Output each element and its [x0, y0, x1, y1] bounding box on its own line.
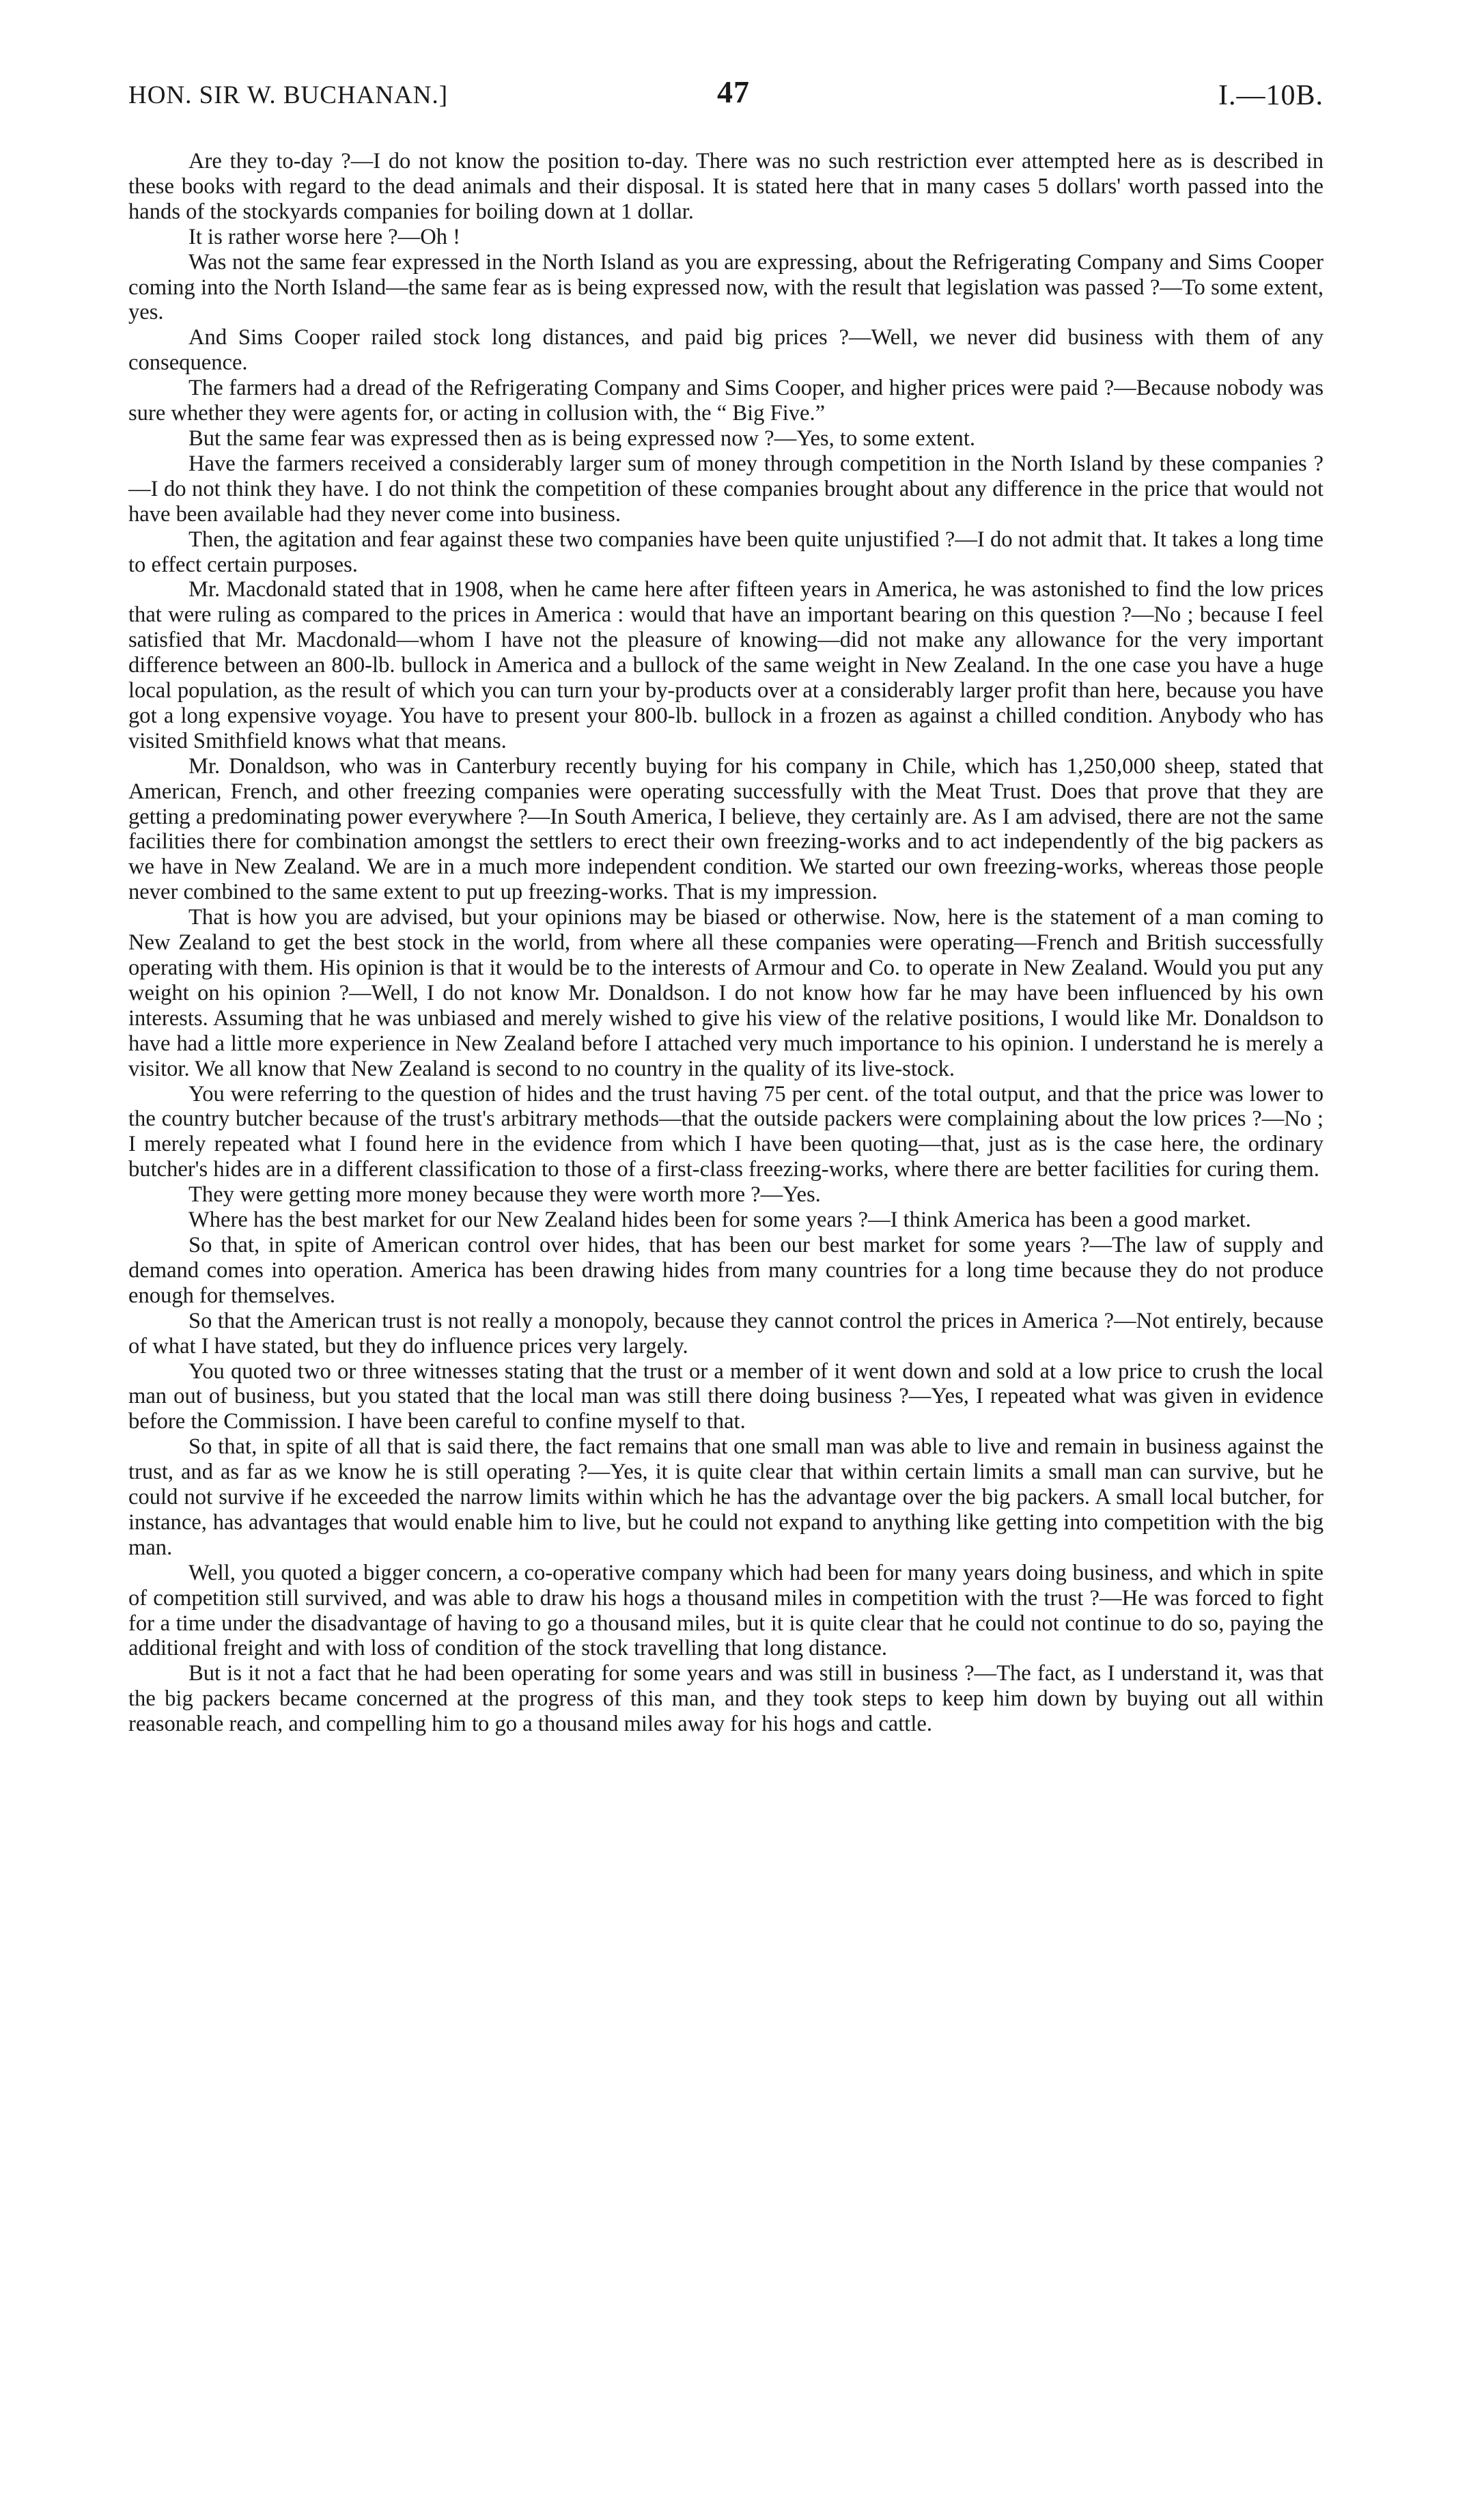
paragraph: Mr. Macdonald stated that in 1908, when he came here after fifteen years in America, he was astonished to find the low prices that were ruling as compared to the prices in America : would that have an important bearing on this question ?—No ; because I feel satisfied that Mr. Macdonald—whom I have not the pleasure of knowing—did not make any allowance for the very important difference between an 800-lb. bullock in America and a bullock of the same weight in New Zealand. In the one case you have a huge local population, as the result of which you can turn your by-products over at a considerably larger profit than here, because you have got a long expensive voyage. You have to present your 800-lb. bullock in a frozen as against a chilled condition. Anybody who has visited Smithfield knows what that means. [128, 577, 1324, 753]
paragraph: But is it not a fact that he had been operating for some years and was still in business ?—The fact, as I understand it, was that the big packers became concerned at the progress of this man, and they took steps to keep him down by buying out all within reasonable reach, and compelling him to go a thousand miles away for his hogs and cattle. [128, 1661, 1324, 1737]
document-body [128, 149, 1324, 1737]
paragraph: The farmers had a dread of the Refrigerating Company and Sims Cooper, and higher prices were paid ?—Because nobody was sure whether they were agents for, or acting in collusion with, the “ Big Five.” [128, 376, 1324, 426]
paragraph: So that, in spite of American control over hides, that has been our best market for some years ?—The law of supply and demand comes into operation. America has been drawing hides from many countries for a long time because they do not produce enough for themselves. [128, 1232, 1324, 1308]
document-page [128, 74, 1324, 1737]
page-number: 47 [717, 74, 750, 109]
paragraph: You were referring to the question of hides and the trust having 75 per cent. of the total output, and that the price was lower to the country butcher because of the trust's arbitrary methods—that the outside packers were complaining about the low prices ?—No ; I merely repeated what I found here in the evidence from which I have been quoting—that, just as is the case here, the ordinary butcher's hides are in a different classification to those of a first-class freezing-works, where there are better facilities for curing them. [128, 1081, 1324, 1182]
paragraph: Are they to-day ?—I do not know the position to-day. There was no such restriction ever attempted here as is described in these books with regard to the dead animals and their disposal. It is stated here that in many cases 5 dollars' worth passed into the hands of the stockyards companies for boiling down at 1 dollar. [128, 149, 1324, 224]
paragraph: And Sims Cooper railed stock long distances, and paid big prices ?—Well, we never did business with them of any consequence. [128, 325, 1324, 376]
paper-reference: I.—10B. [1218, 80, 1324, 111]
header-speaker: HON. SIR W. BUCHANAN.] [128, 81, 449, 109]
paragraph: That is how you are advised, but your opinions may be biased or otherwise. Now, here is the statement of a man coming to New Zealand to get the best stock in the world, from where all these companies were operating—French and British successfully operating with them. His opinion is that it would be to the interests of Armour and Co. to operate in New Zealand. Would you put any weight on his opinion ?—Well, I do not know Mr. Donaldson. I do not know how far he may have been influenced by his own interests. Assuming that he was unbiased and merely wished to give his view of the relative positions, I would like Mr. Donaldson to have had a little more experience in New Zealand before I attached very much importance to his opinion. I understand he is merely a visitor. We all know that New Zealand is second to no country in the quality of its live-stock. [128, 905, 1324, 1081]
paragraph: Mr. Donaldson, who was in Canterbury recently buying for his company in Chile, which has 1,250,000 sheep, stated that American, French, and other freezing companies were operating successfully with the Meat Trust. Does that prove that they are getting a predominating power everywhere ?—In South America, I believe, they certainly are. As I am advised, there are not the same facilities there for combination amongst the settlers to erect their own freezing-works and to act independently of the big packers as we have in New Zealand. We are in a much more independent condition. We started our own freezing-works, whereas those people never combined to the same extent to put up freezing-works. That is my impression. [128, 753, 1324, 905]
paragraph: They were getting more money because they were worth more ?—Yes. [188, 1182, 821, 1208]
paragraph: You quoted two or three witnesses stating that the trust or a member of it went down and sold at a low price to crush the local man out of business, but you stated that the local man was still there doing business ?—Yes, I repeated what was given in evidence before the Commission. I have been careful to confine myself to that. [128, 1359, 1324, 1434]
paragraph: Well, you quoted a bigger concern, a co-operative company which had been for many years doing business, and which in spite of competition still survived, and was able to draw his hogs a thousand miles in competition with the trust ?—He was forced to fight for a time under the disadvantage of having to go a thousand miles, but it is quite clear that he could not continue to do so, paying the additional freight and with loss of condition of the stock travelling that long distance. [128, 1560, 1324, 1661]
page-header [128, 74, 1324, 122]
paragraph: So that the American trust is not really a monopoly, because they cannot control the prices in America ?—Not entirely, because of what I have stated, but they do influence prices very largely. [128, 1308, 1324, 1359]
paragraph: Then, the agitation and fear against these two companies have been quite unjustified ?—I do not admit that. It takes a long time to effect certain purposes. [128, 527, 1324, 577]
paragraph: So that, in spite of all that is said there, the fact remains that one small man was able to live and remain in business against the trust, and as far as we know he is still operating ?—Yes, it is quite clear that within certain limits a small man can survive, but he could not survive if he exceeded the narrow limits within which he has the advantage over the big packers. A small local butcher, for instance, has advantages that would enable him to live, but he could not expand to anything like getting into competition with the big man. [128, 1434, 1324, 1560]
paragraph: Was not the same fear expressed in the North Island as you are expressing, about the Refrigerating Company and Sims Cooper coming into the North Island—the same fear as is being expressed now, with the result that legislation was passed ?—To some extent, yes. [128, 249, 1324, 325]
paragraph: But the same fear was expressed then as is being expressed now ?—Yes, to some extent. [188, 426, 976, 451]
paragraph: Where has the best market for our New Zealand hides been for some years ?—I think America has been a good market. [188, 1208, 1251, 1233]
paragraph: Have the farmers received a considerably larger sum of money through competition in the North Island by these companies ?—I do not think they have. I do not think the competition of these companies brought about any difference in the price that would not have been available had they never come into business. [128, 451, 1324, 527]
paragraph: It is rather worse here ?—Oh ! [188, 224, 461, 249]
